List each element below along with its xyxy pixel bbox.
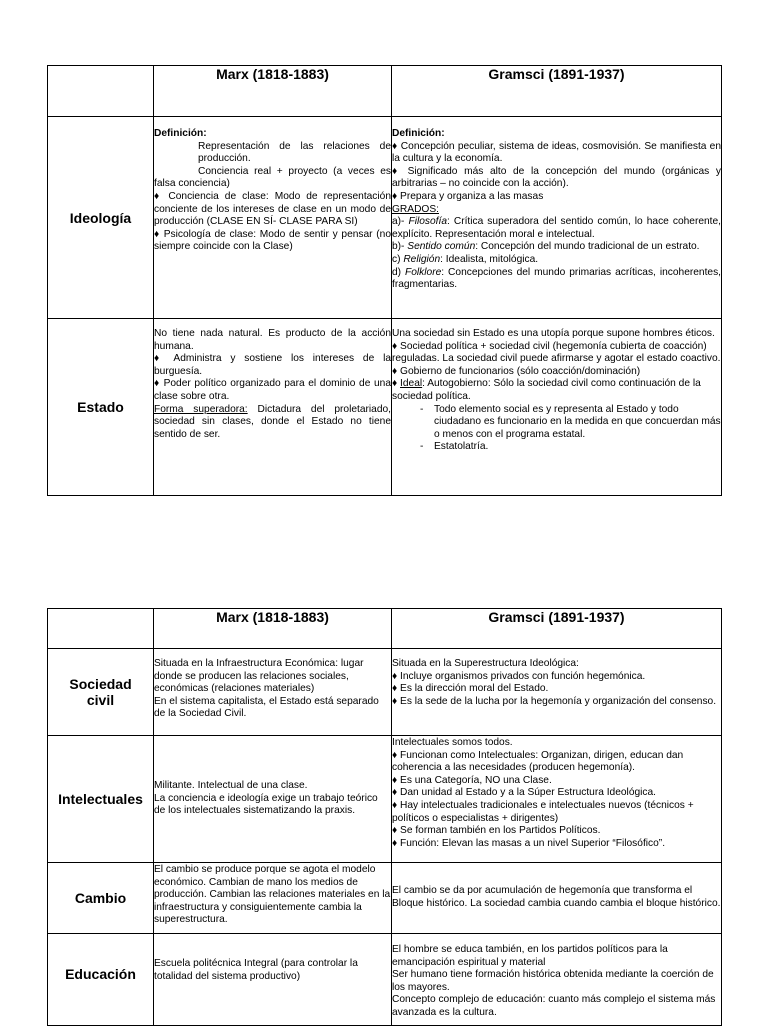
ideal-prefix: ♦ bbox=[392, 378, 401, 390]
ideologia-marx-line: Representación de las relaciones de producción. bbox=[198, 140, 391, 165]
sociedad-marx-line: En el sistema capitalista, el Estado está separado de la Sociedad Civil. bbox=[154, 695, 379, 720]
row-sociedad-civil bbox=[48, 649, 722, 736]
grado-item bbox=[392, 267, 721, 292]
ideologia-marx-cell bbox=[154, 117, 392, 319]
intelectuales-gramsci-line: ♦ Es una Categoría, NO una Clase. bbox=[392, 774, 552, 786]
intelectuales-marx-line: Militante. Intelectual de una clase. bbox=[154, 780, 308, 792]
header-gramsci: Gramsci (1891-1937) bbox=[392, 609, 722, 649]
header-row bbox=[48, 66, 722, 117]
row-cambio bbox=[48, 863, 722, 934]
ideologia-marx-line: ♦ Psicología de clase: Modo de sentir y pensar (no siempre coincide con la Clase) bbox=[154, 228, 391, 253]
definition-label: Definición: bbox=[154, 128, 207, 139]
ideal-label: Ideal bbox=[400, 378, 423, 390]
estado-gramsci-line: ♦ Gobierno de funcionarios (sólo coacción/dominación) bbox=[392, 365, 641, 377]
intelectuales-gramsci-line: ♦ Dan unidad al Estado y a la Súper Estructura Ideológica. bbox=[392, 787, 657, 799]
intelectuales-gramsci-line: Intelectuales somos todos. bbox=[392, 737, 513, 748]
ideologia-gramsci-line: ♦ Concepción peculiar, sistema de ideas, cosmovisión. Se manifiesta en la cultura y la economía. bbox=[392, 140, 721, 165]
row-label-cambio: Cambio bbox=[48, 863, 154, 934]
educacion-gramsci-line: El hombre se educa también, en los partidos políticos para la emancipación espiritual y material bbox=[392, 944, 668, 968]
sociedad-gramsci-cell bbox=[392, 649, 722, 736]
grado-term: Religión bbox=[403, 253, 441, 265]
ideologia-marx-line: ♦ Conciencia de clase: Modo de representación conciente de los intereses de clase en un modo de producción (CLASE EN SÍ- CLASE PARA SI) bbox=[154, 190, 391, 228]
row-estado bbox=[48, 319, 722, 496]
row-label-ideologia: Ideología bbox=[48, 117, 154, 319]
sociedad-marx-line: Situada en la Infraestructura Económica: lugar donde se producen las relaciones sociales, económicas (relaciones materiales) bbox=[154, 658, 364, 695]
ideologia-gramsci-cell bbox=[392, 117, 722, 319]
definition-label: Definición: bbox=[392, 128, 445, 139]
estado-ideal bbox=[392, 378, 721, 403]
grado-prefix: d) bbox=[392, 266, 406, 278]
grado-prefix: b)- bbox=[392, 241, 408, 253]
row-educacion bbox=[48, 934, 722, 1026]
estado-gramsci-line: ♦ Sociedad política + sociedad civil (hegemonía cubierta de coacción) reguladas. La sociedad civil puede afirmarse y agotar el estado coactivo. bbox=[392, 340, 721, 365]
ideologia-gramsci-line: ♦ Prepara y organiza a las masas bbox=[392, 190, 544, 202]
grado-text: : Concepciones del mundo primarias acríticas, incoherentes, fragmentarias. bbox=[392, 266, 722, 291]
sociedad-marx-cell bbox=[154, 649, 392, 736]
grado-text: : Idealista, mitológica. bbox=[440, 253, 539, 265]
estado-gramsci-cell bbox=[392, 319, 722, 496]
forma-superadora-text: Dictadura del proletariado, sociedad sin clases, donde el Estado no tiene sentido de ser. bbox=[154, 403, 391, 440]
educacion-gramsci-line: Ser humano tiene formación histórica obtenida mediante la coerción de los mayores. bbox=[392, 969, 714, 993]
estado-marx-cell bbox=[154, 319, 392, 496]
comparison-table-1 bbox=[47, 65, 722, 496]
row-intelectuales bbox=[48, 736, 722, 863]
comparison-table-2 bbox=[47, 608, 722, 1026]
row-ideologia bbox=[48, 117, 722, 319]
grado-item bbox=[392, 254, 721, 267]
row-label-estado: Estado bbox=[48, 319, 154, 496]
header-empty-cell bbox=[48, 609, 154, 649]
grado-item bbox=[392, 216, 721, 241]
cambio-gramsci-line: El cambio se da por acumulación de hegemonía que transforma el Bloque histórico. La sociedad cambia cuando cambia el bloque histórico. bbox=[392, 885, 721, 909]
forma-superadora-label: Forma superadora: bbox=[154, 403, 248, 415]
intelectuales-marx-line: La conciencia e ideología exige un trabajo teórico de los intelectuales sistematizando la praxis. bbox=[154, 792, 378, 817]
intelectuales-marx-cell bbox=[154, 736, 392, 863]
grado-text: : Crítica superadora del sentido común, lo hace coherente, explícito. Representación moral e intelectual. bbox=[392, 216, 722, 240]
estado-marx-line: ♦ Administra y sostiene los intereses de la burguesía. bbox=[154, 353, 391, 377]
header-marx: Marx (1818-1883) bbox=[154, 66, 392, 117]
intelectuales-gramsci-line: ♦ Hay intelectuales tradicionales e intelectuales nuevos (técnicos + políticos o especialistas + dirigentes) bbox=[392, 799, 694, 824]
header-gramsci: Gramsci (1891-1937) bbox=[392, 66, 722, 117]
ideologia-gramsci-line: ♦ Significado más alto de la concepción del mundo (orgánicas y arbitrarias – no coincide con la acción). bbox=[392, 165, 721, 190]
sociedad-gramsci-line: ♦ Es la dirección moral del Estado. bbox=[392, 683, 549, 695]
estado-marx-line: No tiene nada natural. Es producto de la acción humana. bbox=[154, 328, 391, 352]
forma-superadora bbox=[154, 404, 391, 442]
cambio-marx-cell bbox=[154, 863, 392, 934]
cambio-marx-line: El cambio se produce porque se agota el modelo económico. Cambian de mano los medios de producción. Cambian las relaciones materiales en la infraestructura y consiguientemente cambia la superestructura. bbox=[154, 864, 391, 926]
header-marx: Marx (1818-1883) bbox=[154, 609, 392, 649]
header-empty-cell bbox=[48, 66, 154, 117]
ideologia-marx-line: Conciencia real + proyecto (a veces es falsa conciencia) bbox=[154, 165, 391, 190]
grado-prefix: c) bbox=[392, 253, 404, 265]
dash-item: - Estatolatría. bbox=[420, 441, 721, 454]
educacion-gramsci-cell bbox=[392, 934, 722, 1026]
ideal-text: : Autogobierno: Sólo la sociedad civil como continuación de la sociedad política. bbox=[392, 378, 701, 402]
grado-text: : Concepción del mundo tradicional de un estrato. bbox=[475, 241, 700, 253]
grado-prefix: a)- bbox=[392, 216, 409, 228]
estado-marx-line: ♦ Poder político organizado para el dominio de una clase sobre otra. bbox=[154, 378, 391, 402]
grado-term: Folklore bbox=[405, 266, 442, 278]
sociedad-gramsci-line: ♦ Incluye organismos privados con función hegemónica. bbox=[392, 670, 646, 682]
educacion-marx-cell bbox=[154, 934, 392, 1026]
sociedad-gramsci-line: ♦ Es la sede de la lucha por la hegemonía y organización del consenso. bbox=[392, 695, 717, 707]
header-row bbox=[48, 609, 722, 649]
intelectuales-gramsci-line: ♦ Función: Elevan las masas a un nivel Superior “Filosófico”. bbox=[392, 837, 666, 849]
educacion-marx-line: Escuela politécnica Integral (para controlar la totalidad del sistema productivo) bbox=[154, 958, 358, 982]
row-label-educacion: Educación bbox=[48, 934, 154, 1026]
cambio-gramsci-cell bbox=[392, 863, 722, 934]
sociedad-gramsci-line: Situada en la Superestructura Ideológica: bbox=[392, 658, 579, 669]
grado-term: Sentido común bbox=[407, 241, 476, 253]
educacion-gramsci-line: Concepto complejo de educación: cuanto más complejo el sistema más avanzada es la cultura. bbox=[392, 994, 716, 1018]
estado-dash-list bbox=[392, 404, 721, 454]
dash-item: - Todo elemento social es y representa al Estado y todo ciudadano es funcionario en la medida en que concuerdan más o menos con el programa estatal. bbox=[420, 404, 721, 442]
row-label-intelectuales: Intelectuales bbox=[48, 736, 154, 863]
estado-gramsci-line: Una sociedad sin Estado es una utopía porque supone hombres éticos. bbox=[392, 328, 715, 339]
grado-item bbox=[392, 241, 721, 254]
intelectuales-gramsci-line: ♦ Funcionan como Intelectuales: Organizan, dirigen, educan dan coherencia a las necesidades (producen hegemonía). bbox=[392, 749, 684, 774]
intelectuales-gramsci-cell bbox=[392, 736, 722, 863]
row-label-sociedad-civil: Sociedad civil bbox=[48, 649, 154, 736]
grado-term: Filosofía bbox=[408, 216, 447, 228]
intelectuales-gramsci-line: ♦ Se forman también en los Partidos Políticos. bbox=[392, 825, 601, 837]
grados-label: GRADOS: bbox=[392, 203, 439, 215]
